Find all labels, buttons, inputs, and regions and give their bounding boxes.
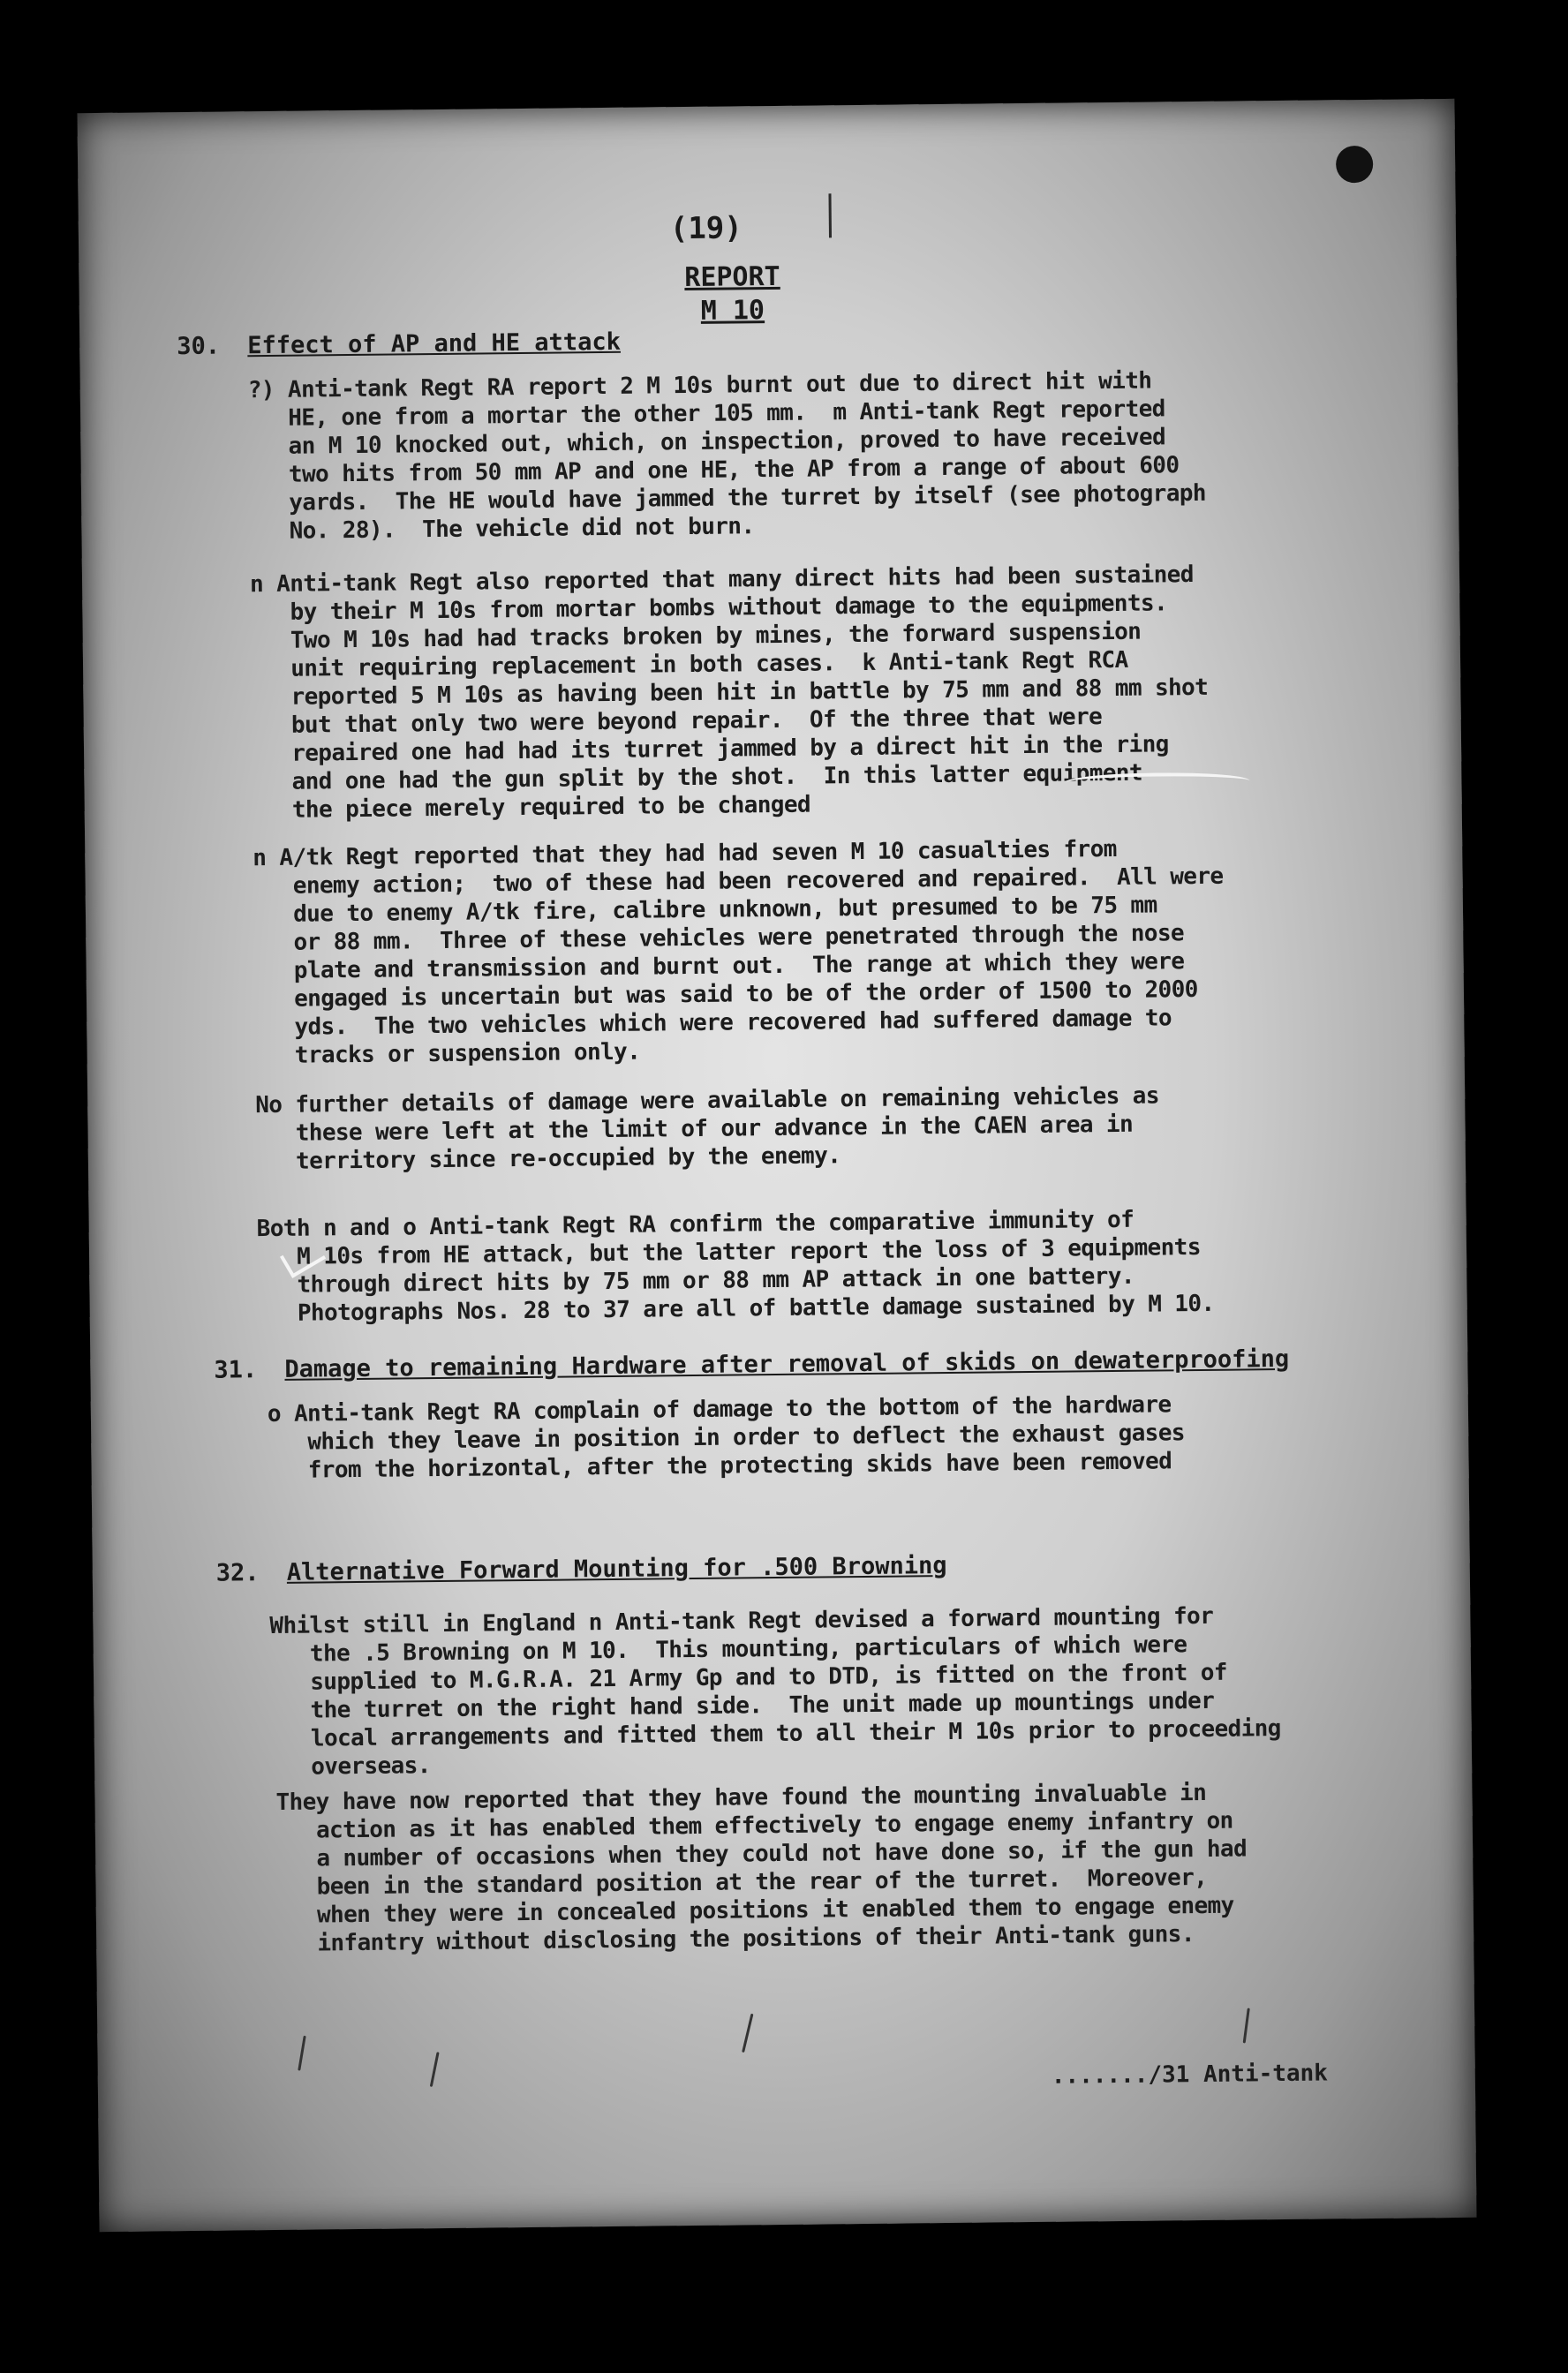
section-number: 32. bbox=[215, 1559, 260, 1587]
section-30-para-1: ?) Anti-tank Regt RA report 2 M 10s burnt out due to direct hit with HE, one from a mortar the other 105 mm. m Anti-tank Regt reported an M 10 knocked out, which, on inspection, proved to have received two hits from 50 mm AP and one HE, the AP from a range of about 600 yards. The HE would have jammed the turret by itself (see photograph No. 28). The vehicle did not burn. bbox=[247, 367, 1207, 546]
section-30-para-5: Both n and o Anti-tank Regt RA confirm the comparative immunity of M 10s from HE attack, but the latter report the loss of 3 equipments through direct hits by 75 mm or 88 mm AP attack in one battery. Photographs Nos. 28 to 37 are all of battle damage sustained by M 10. bbox=[256, 1206, 1215, 1328]
section-title: Effect of AP and HE attack bbox=[247, 328, 622, 360]
section-number: 30. bbox=[177, 332, 221, 361]
continuation-reference: ......./31 Anti-tank bbox=[1051, 2060, 1329, 2090]
section-32-para-1: Whilst still in England n Anti-tank Regt devised a forward mounting for the .5 Browning on M 10. This mounting, particulars of which were supplied to M.G.R.A. 21 Army Gp and to DTD, is fitted on the front of the turret on the right hand side. The unit made up mountings under local arrangements and fitted them to all their M 10s prior to proceeding overseas. bbox=[269, 1602, 1281, 1782]
pen-mark bbox=[828, 193, 832, 237]
section-30-para-3: n A/tk Regt reported that they had had seven M 10 casualties from enemy action; two of these had been recovered and repaired. All were due to enemy A/tk fire, calibre unknown, but presumed to be 75 mm or 88 mm. Three of these vehicles were penetrated through the nose plate and transmission and burnt out. The range at which they were engaged is uncertain but was said to be of the order of 1500 to 2000 yds. The two vehicles which were recovered had suffered damage to tracks or suspension only. bbox=[253, 835, 1224, 1070]
section-number: 31. bbox=[214, 1356, 258, 1384]
section-32-para-2: They have now reported that they have found the mounting invaluable in action as it has enabled them effectively to engage enemy infantry on a number of occasions when they could not have done so, if the gun had been in the standard position at the rear of the turret. Moreover, when they were in concealed positions it enabled them to engage enemy infantry without disclosing the positions of their Anti-tank guns. bbox=[275, 1779, 1248, 1957]
section-30-para-2: n Anti-tank Regt also reported that many direct hits had been sustained by their M 10s from mortar bombs without damage to the equipments. Two M 10s had had tracks broken by mines, the forward suspension unit requiring replacement in both cases. k Anti-tank Regt RCA reported 5 M 10s as having been hit in battle by 75 mm and 88 mm shot but that only two were beyond repair. Of the three that were repaired one had had its turret jammed by a direct hit in the ring and one had the gun split by the shot. In this latter equipment the piece merely required to be changed bbox=[249, 561, 1209, 825]
pen-tick bbox=[298, 2036, 305, 2071]
pen-tick bbox=[430, 2052, 440, 2087]
section-32-heading bbox=[216, 1552, 947, 1587]
section-31-heading bbox=[214, 1345, 1289, 1384]
report-title-line1: REPORT bbox=[684, 260, 780, 294]
document-sheet bbox=[77, 99, 1476, 2232]
section-title: Alternative Forward Mounting for .500 Browning bbox=[286, 1552, 947, 1586]
pen-tick bbox=[1243, 2008, 1250, 2043]
report-title bbox=[661, 260, 803, 329]
page-number: (19) bbox=[669, 210, 743, 247]
pen-tick bbox=[742, 2014, 753, 2053]
report-title-line2: M 10 bbox=[700, 295, 765, 327]
section-30-para-4: No further details of damage were available on remaining vehicles as these were left at the limit of our advance in the CAEN area in territory since re-occupied by the enemy. bbox=[255, 1082, 1159, 1176]
section-30-heading bbox=[177, 328, 621, 360]
section-title: Damage to remaining Hardware after removal of skids on dewaterproofing bbox=[284, 1345, 1290, 1383]
punch-hole bbox=[1336, 146, 1373, 183]
section-31-para-1: o Anti-tank Regt RA complain of damage to the bottom of the hardware which they leave in position in order to deflect the exhaust gases from the horizontal, after the protecting skids have been removed bbox=[267, 1391, 1186, 1485]
